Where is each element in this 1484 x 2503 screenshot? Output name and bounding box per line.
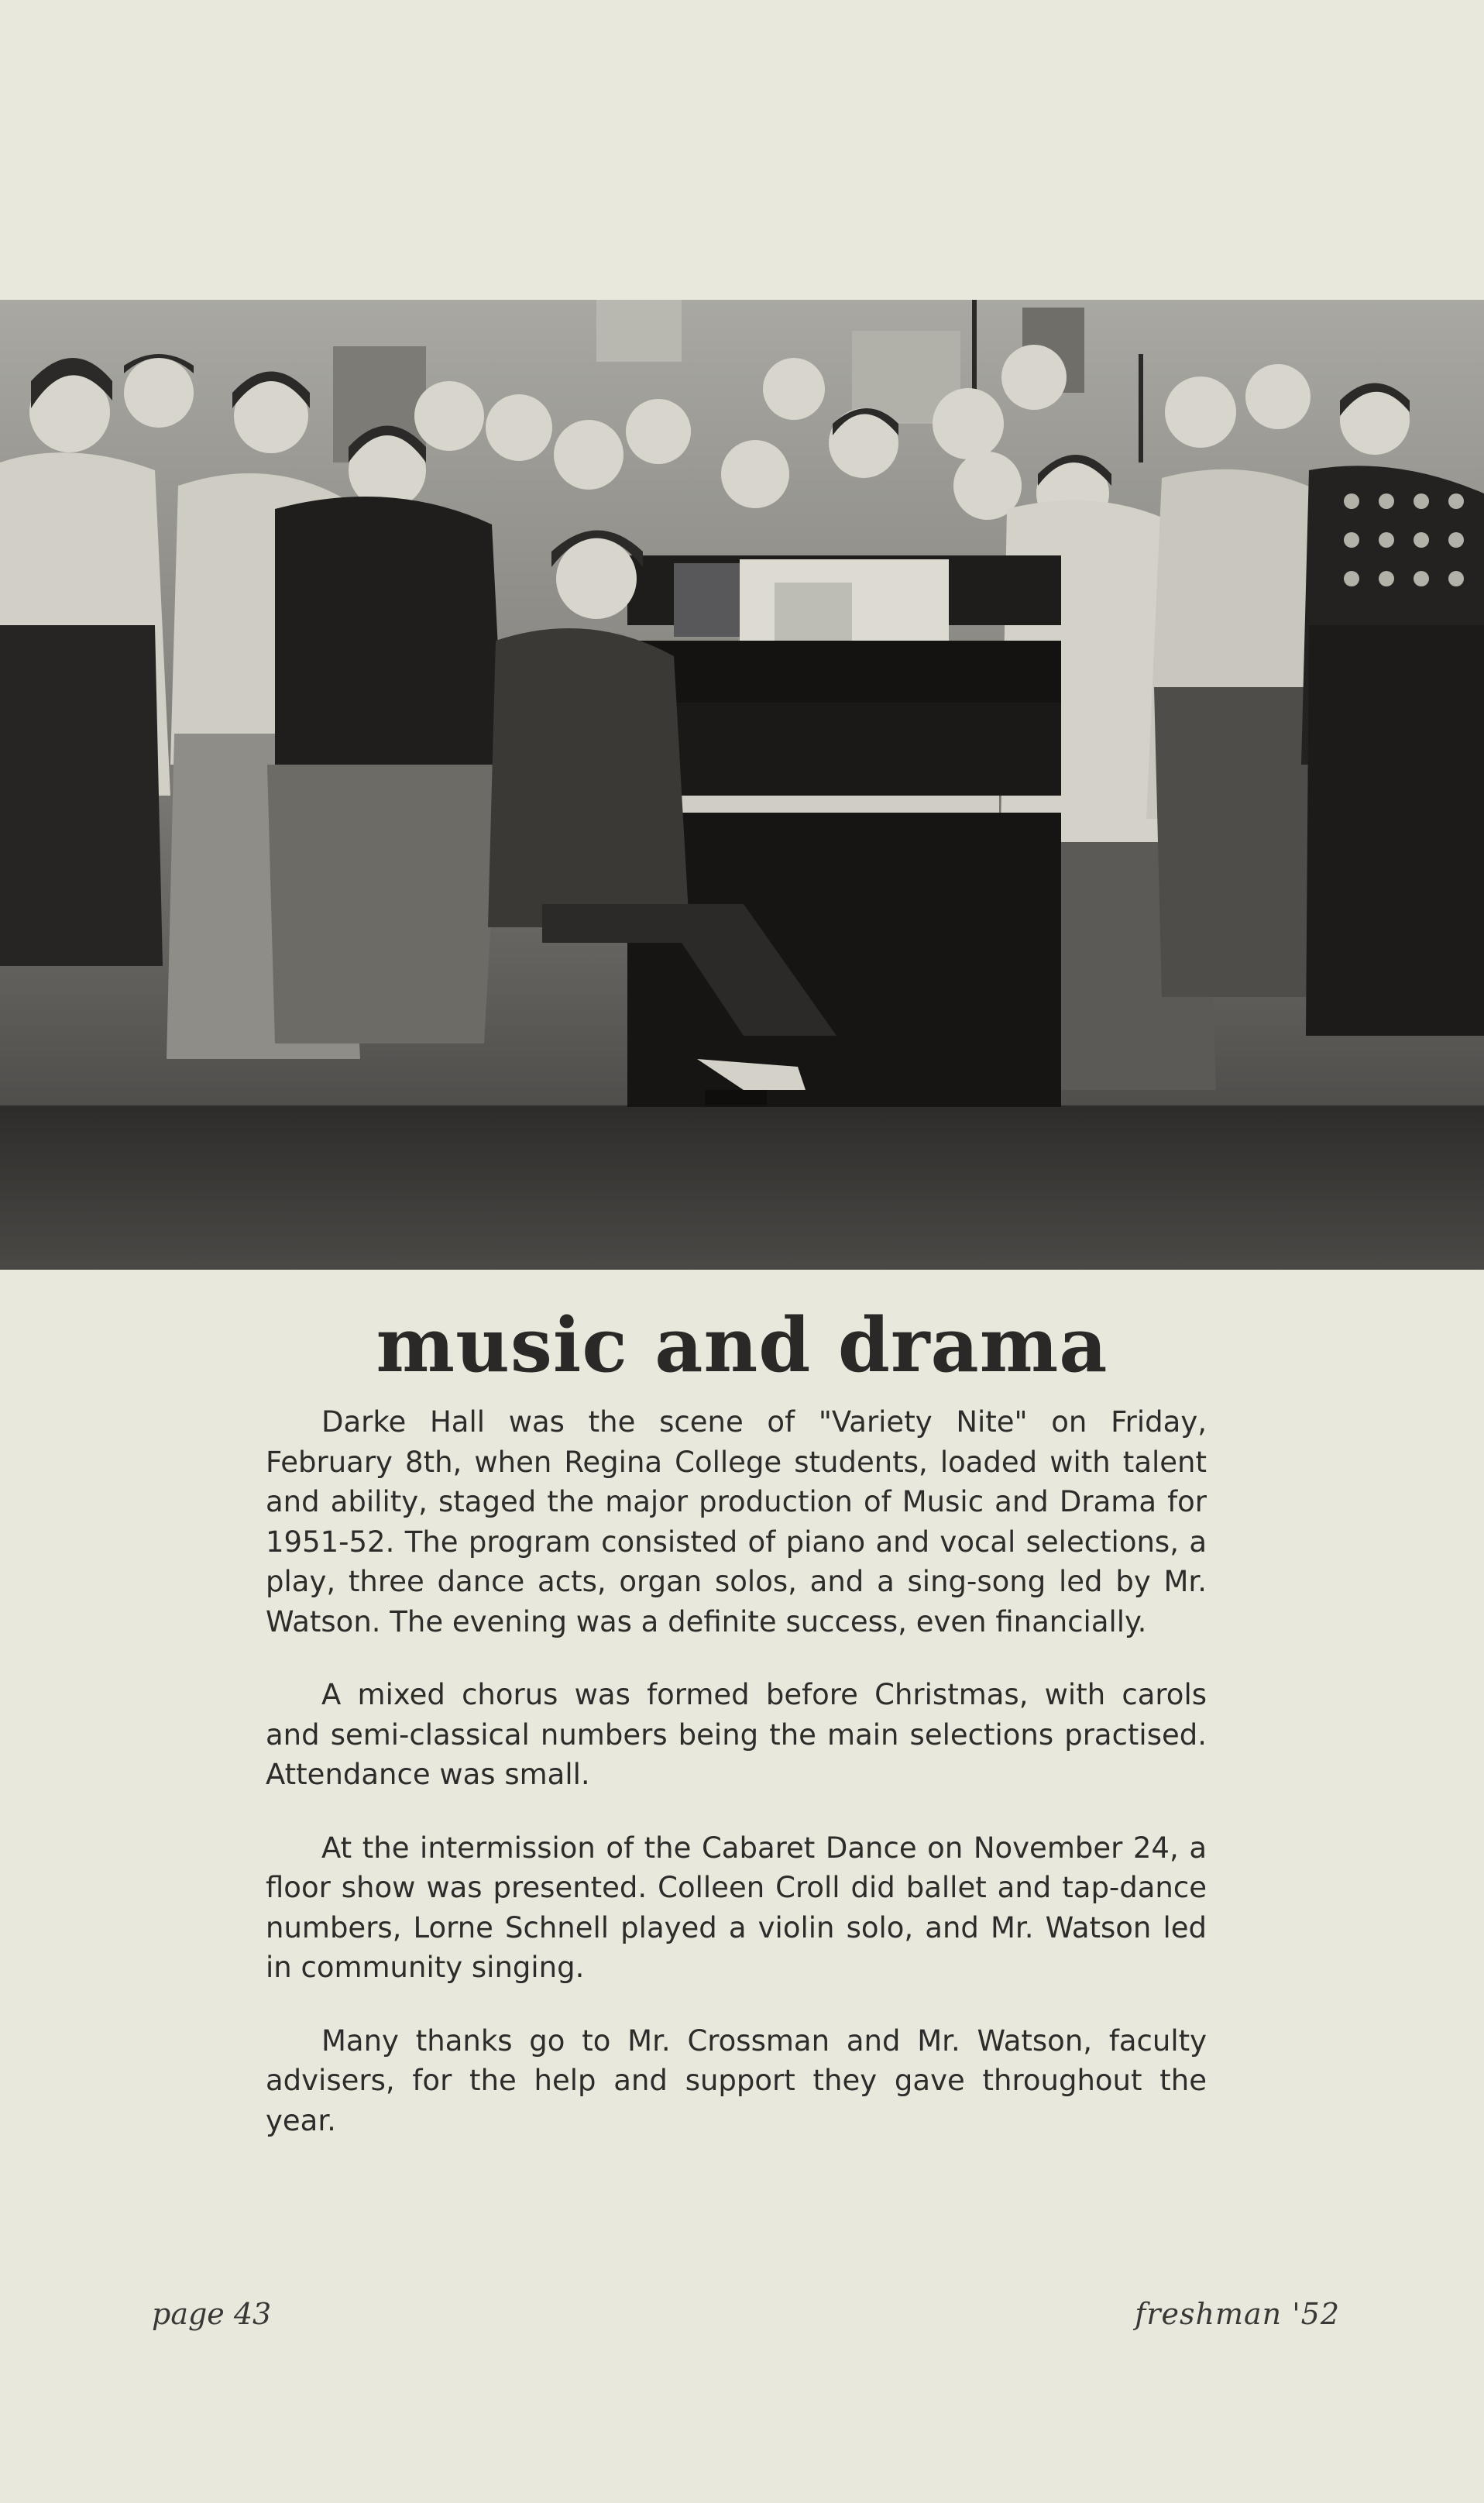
group-photo bbox=[0, 300, 1484, 1270]
article-body bbox=[266, 1402, 1207, 2174]
group-photo-illustration bbox=[0, 300, 1484, 1270]
page-number: page 43 bbox=[152, 2297, 272, 2331]
article-title: music and drama bbox=[376, 1301, 1108, 1389]
article-paragraph: At the intermission of the Cabaret Dance on November 24, a floor show was presented. Colleen Croll did ballet and tap-dance numbers, Lorne Schnell played a violin solo, and Mr. Watson led in community singing. bbox=[266, 1831, 1207, 1984]
article-paragraph: Darke Hall was the scene of "Variety Nite" on Friday, February 8th, when Regina College students, loaded with talent and ability, staged the major production of Music and Drama for 1951-52. The program consisted of piano and vocal selections, a play, three dance acts, organ solos, and a sing-song led by Mr. Watson. The evening was a definite success, even financially. bbox=[266, 1405, 1207, 1638]
article-paragraph: A mixed chorus was formed before Christmas, with carols and semi-classical numbers being the main selections practised. Attendance was small. bbox=[266, 1678, 1207, 1791]
article-paragraph: Many thanks go to Mr. Crossman and Mr. Watson, faculty advisers, for the help and support they gave throughout the year. bbox=[266, 2023, 1207, 2137]
publication-label: freshman '52 bbox=[1135, 2297, 1340, 2331]
